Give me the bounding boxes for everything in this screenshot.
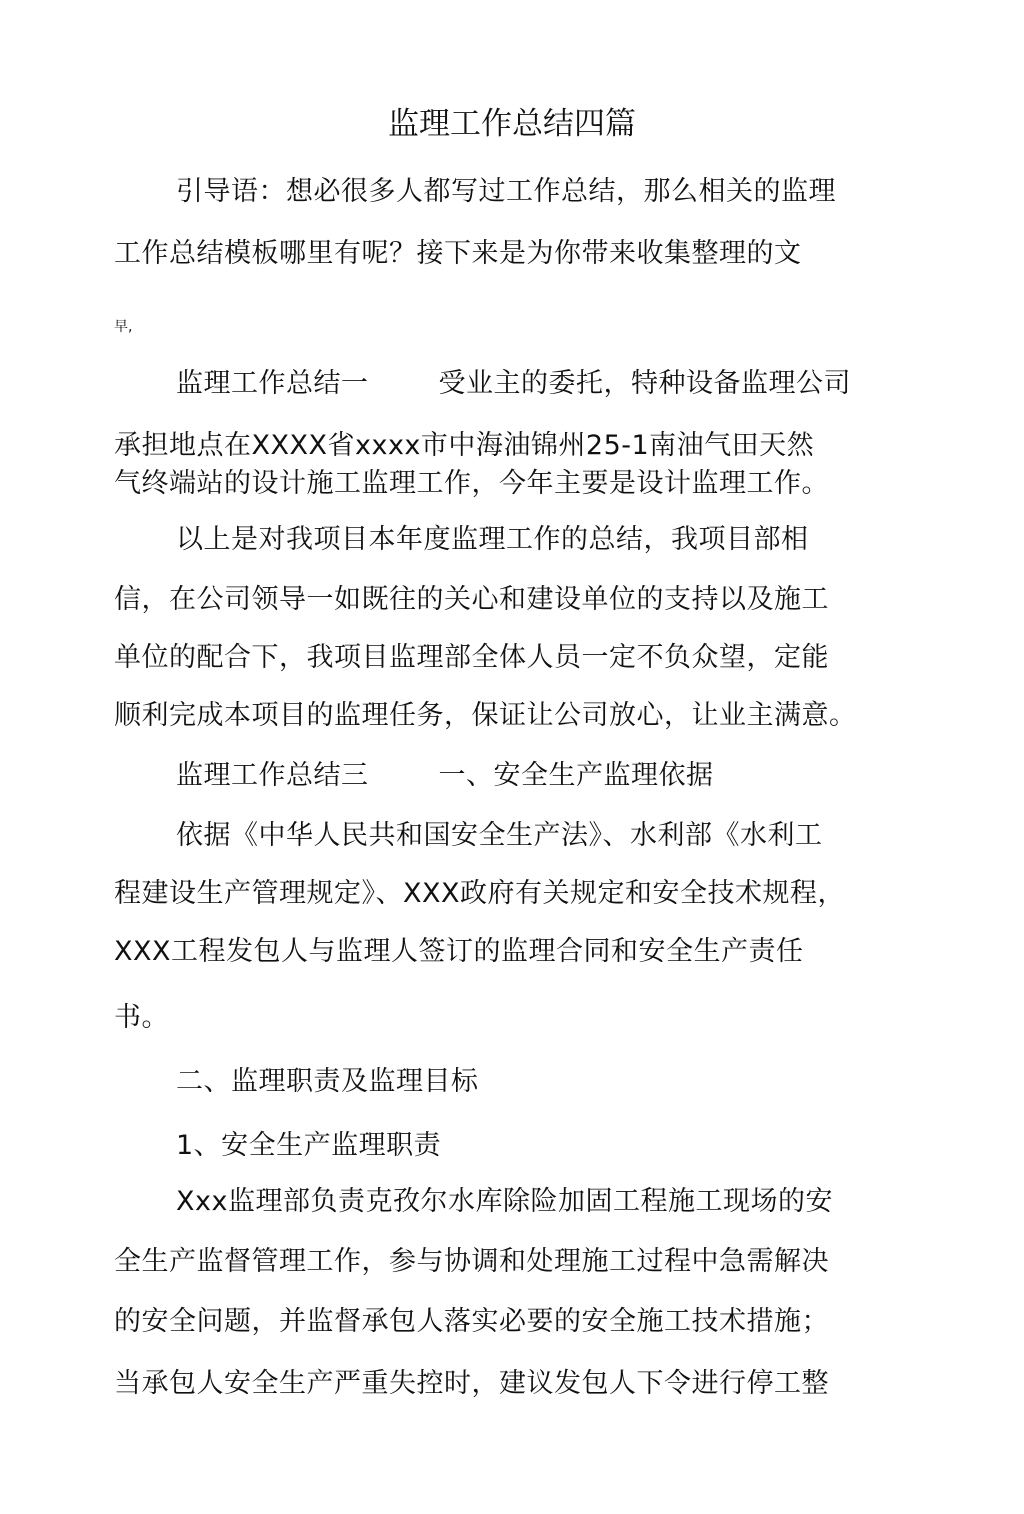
section-2-line-3: 单位的配合下，我项目监理部全体人员一定不负众望，定能 [114,642,829,673]
section-3-line-2: 依据《中华人民共和国安全生产法》、水利部《水利工 [176,820,823,851]
heading-2: 二、监理职责及监理目标 [176,1066,479,1097]
intro-line-3: 早, [114,319,133,335]
section-1-heading: 监理工作总结一 [176,368,369,399]
paragraph-line-3: 的安全问题，并监督承包人落实必要的安全施工技术措施； [114,1306,829,1337]
intro-line-1: 引导语：想必很多人都写过工作总结，那么相关的监理 [176,176,836,207]
document-title: 监理工作总结四篇 [388,106,636,142]
intro-line-2: 工作总结模板哪里有呢？接下来是为你带来收集整理的文 [114,238,802,269]
section-3-heading: 监理工作总结三 [176,760,369,791]
section-1-text: 受业主的委托，特种设备监理公司 [438,368,851,399]
section-1-first-line [176,366,851,402]
paragraph-line-2: 全生产监督管理工作，参与协调和处理施工过程中急需解决 [114,1246,829,1277]
section-1-line-3: 气终端站的设计施工监理工作，今年主要是设计监理工作。 [114,468,829,499]
section-3-subheading: 一、安全生产监理依据 [438,760,714,791]
paragraph-line-4: 当承包人安全生产严重失控时，建议发包人下令进行停工整 [114,1368,829,1399]
section-2-line-4: 顺利完成本项目的监理任务，保证让公司放心，让业主满意。 [114,700,857,731]
section-3-first-line [176,758,714,794]
paragraph-line-1: Xxx监理部负责克孜尔水库除险加固工程施工现场的安 [176,1186,833,1217]
section-3-line-5: 书。 [114,1002,169,1033]
section-2-line-1: 以上是对我项目本年度监理工作的总结，我项目部相 [176,524,809,555]
section-3-line-3: 程建设生产管理规定》、XXX政府有关规定和安全技术规程， [114,878,845,909]
section-3-line-4: XXX工程发包人与监理人签订的监理合同和安全生产责任 [114,936,804,967]
section-2-line-2: 信，在公司领导一如既往的关心和建设单位的支持以及施工 [114,584,829,615]
heading-3: 1、安全生产监理职责 [176,1130,442,1161]
section-1-line-2: 承担地点在XXXX省xxxx市中海油锦州25-1南油气田天然 [114,430,815,461]
